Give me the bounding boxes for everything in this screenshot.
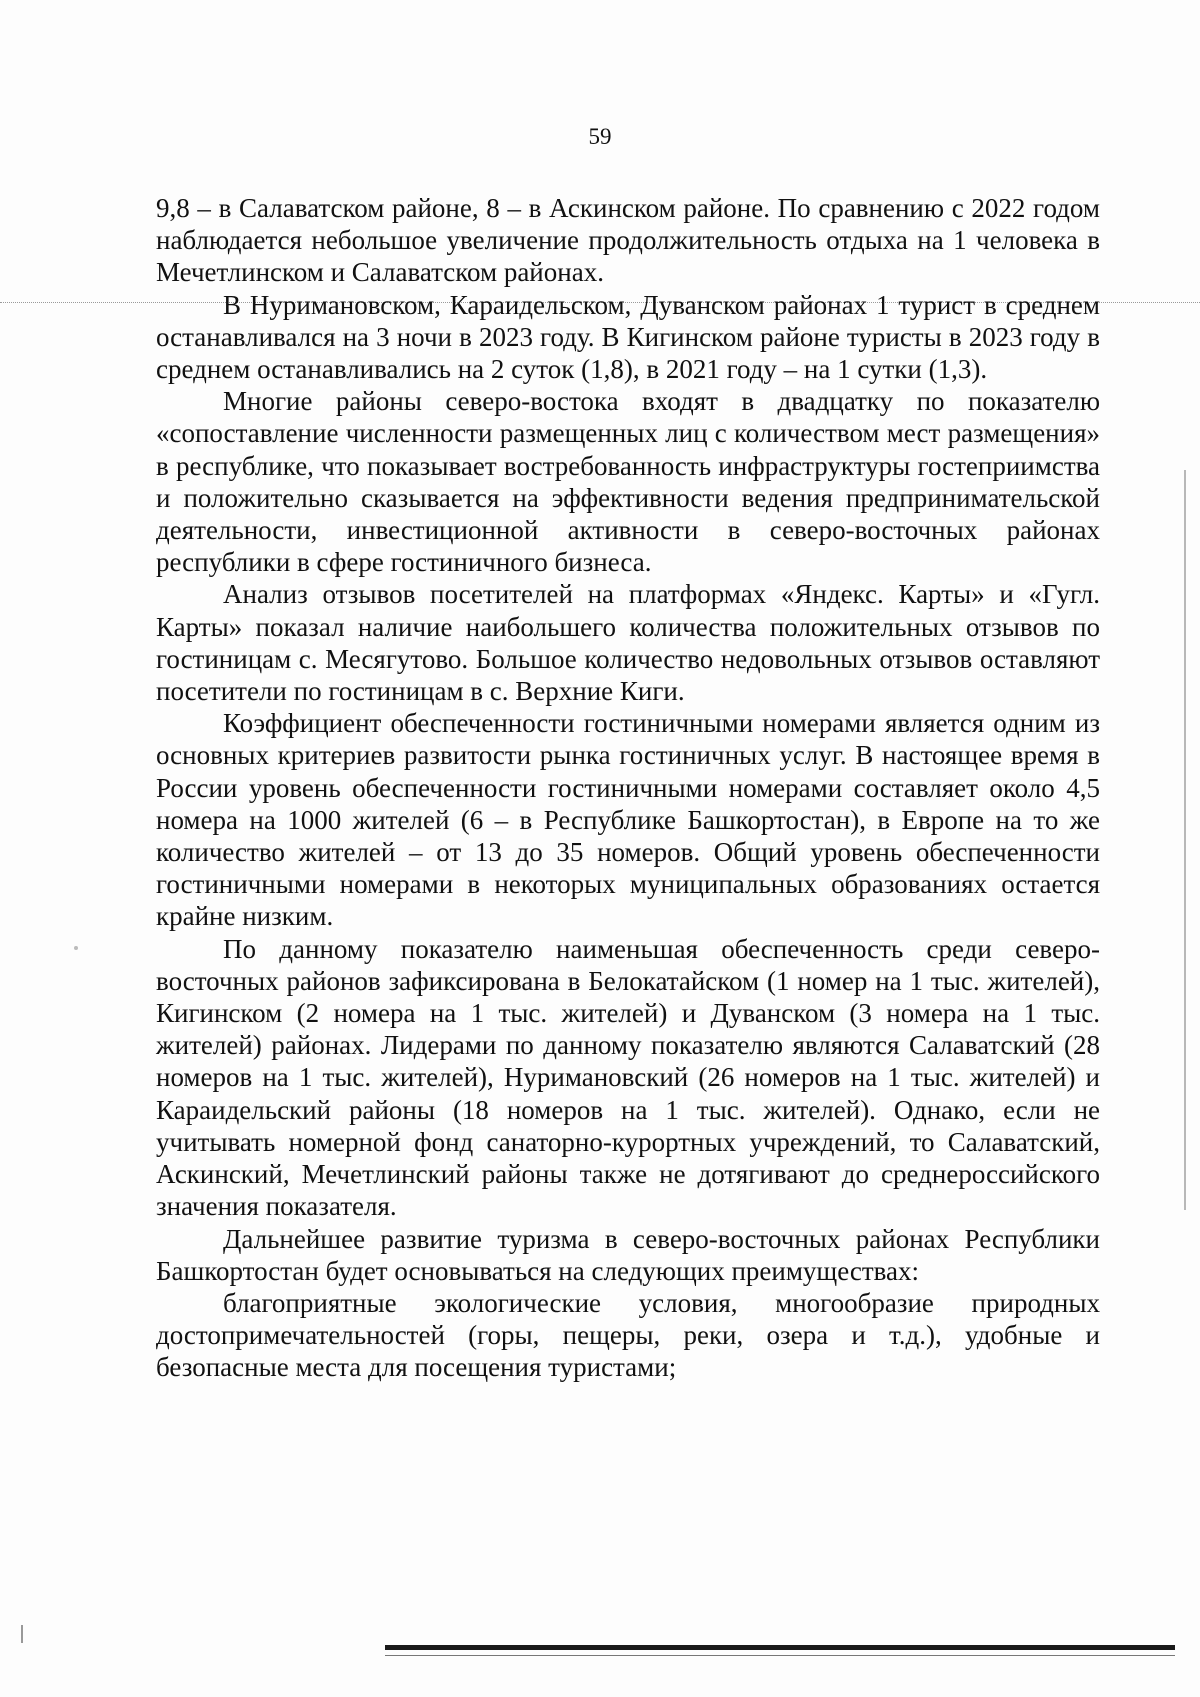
page-number: 59 (588, 124, 612, 149)
paragraph-room-coefficient: Коэффициент обеспеченности гостиничными номерами является одним из основных критериев развитости рынка гостиничных услуг. В настоящее время в России уровень обеспеченности гостиничными номерами составляет около 4,5 номера на 1000 жителей (6 – в Республике Башкортостан), в Европе на то же количество жителей – от 13 до 35 номеров. Общий уровень обеспеченности гостиничными номерами в некоторых муниципальных образованиях остается крайне низким. (156, 708, 1100, 932)
scan-artifact-left-mark (21, 1625, 23, 1643)
paragraph-district-leaders: По данному показателю наименьшая обеспеченность среди северо-восточных районов зафиксирована в Белокатайском (1 номер на 1 тыс. жителей), Кигинском (2 номера на 1 тыс. жителей) и Дуванском (3 номера на 1 тыс. жителей) районах. Лидерами по данному показателю являются Салаватский (28 номеров на 1 тыс. жителей), Нуримановский (26 номеров на 1 тыс. жителей) и Караидельский районы (18 номеров на 1 тыс. жителей). Однако, если не учитывать номерной фонд санаторно-курортных учреждений, то Салаватский, Аскинский, Мечетлинский районы также не дотягивают до среднероссийского значения показателя. (156, 933, 1100, 1222)
paragraph-advantages-intro: Дальнейшее развитие туризма в северо-восточных районах Республики Башкортостан будет основываться на следующих преимуществах: (156, 1223, 1100, 1286)
paragraph-accommodation-ranking: Многие районы северо-востока входят в двадцатку по показателю «сопоставление численности размещенных лиц с количеством мест размещения» в республике, что показывает востребованность инфраструктуры гостеприимства и положительно сказывается на эффективности ведения предпринимательской деятельности, инвестиционной активности в северо-восточных районах республики в сфере гостиничного бизнеса. (156, 386, 1100, 578)
scan-artifact-bottom-line (385, 1655, 1175, 1656)
body-text (156, 192, 1100, 1384)
paragraph-reviews-analysis: Анализ отзывов посетителей на платформах «Яндекс. Карты» и «Гугл. Карты» показал наличие наибольшего количества положительных отзывов по гостиницам с. Месягутово. Большое количество недовольных отзывов оставляют посетители по гостиницам в с. Верхние Киги. (156, 579, 1100, 707)
paragraph-continuation: 9,8 – в Салаватском районе, 8 – в Аскинском районе. По сравнению с 2022 годом наблюдается небольшое увеличение продолжительность отдыха на 1 человека в Мечетлинском и Салаватском районах. (156, 193, 1100, 288)
paragraph-stay-duration: В Нуримановском, Караидельском, Дуванском районах 1 турист в среднем останавливался на 3 ночи в 2023 году. В Кигинском районе туристы в 2023 году в среднем останавливались на 2 суток (1,8), в 2021 году – на 1 сутки (1,3). (156, 289, 1100, 385)
list-item-ecology: благоприятные экологические условия, многообразие природных достопримечательностей (горы, пещеры, реки, озера и т.д.), удобные и безопасные места для посещения туристами; (156, 1287, 1100, 1383)
scan-artifact-bottom-bar (385, 1645, 1175, 1650)
scan-artifact-right-edge (1184, 470, 1186, 1210)
scan-artifact-dot (74, 946, 78, 950)
